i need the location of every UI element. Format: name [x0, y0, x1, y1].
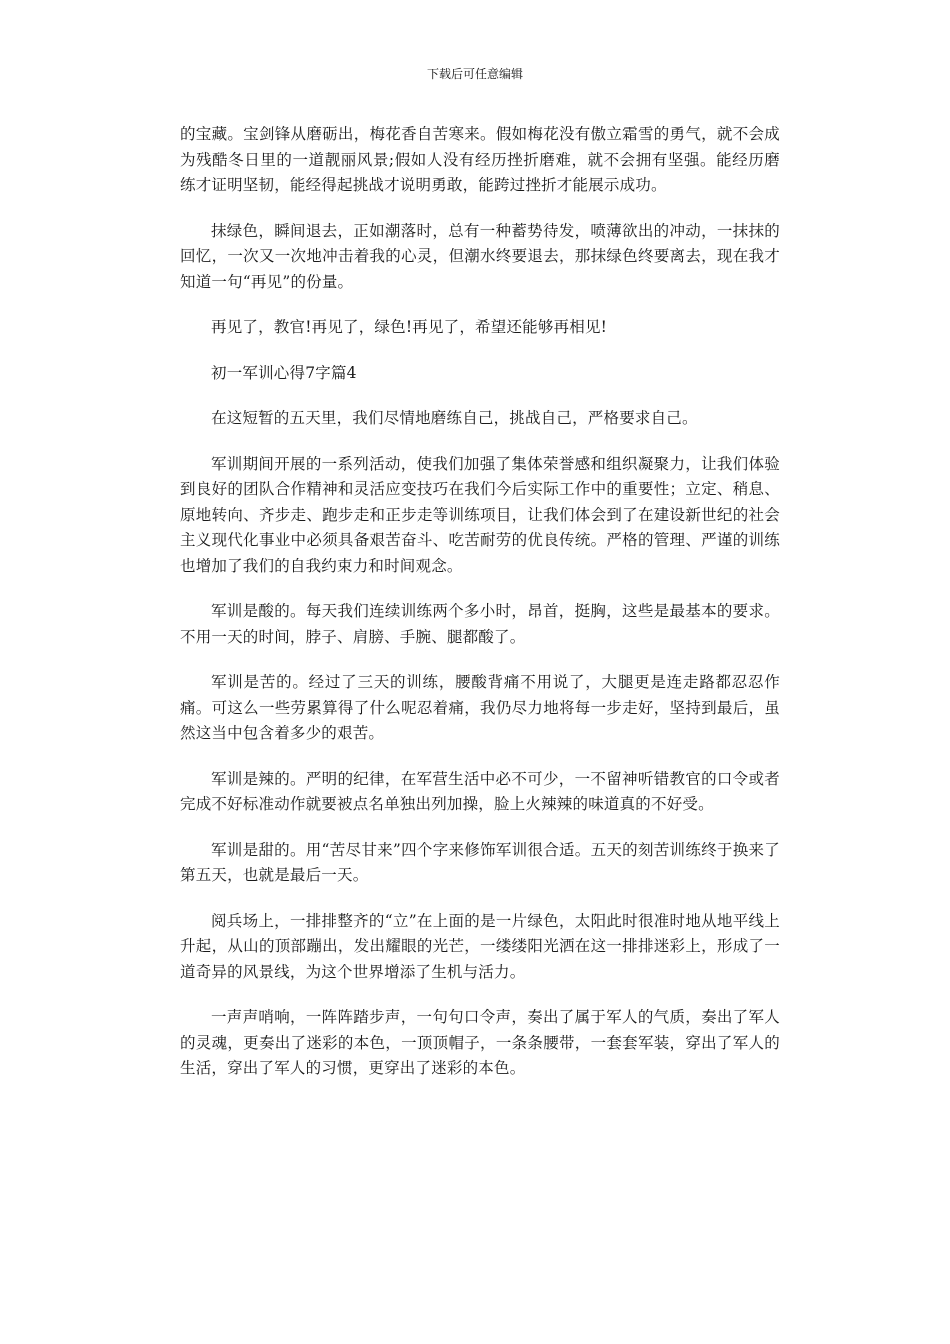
paragraph-10: 军训是甜的。用“苦尽甘来”四个字来修饰军训很合适。五天的刻苦训练终于换来了第五天，也就是最后一天。: [180, 840, 780, 884]
paragraph-7: 军训是酸的。每天我们连续训练两个多小时，昂首，挺胸，这些是最基本的要求。不用一天的时间，脖子、肩膀、手腕、腿都酸了。: [180, 602, 780, 646]
paragraph-12: 一声声哨响，一阵阵踏步声，一句句口令声，奏出了属于军人的气质，奏出了军人的灵魂，更奏出了迷彩的本色，一顶顶帽子，一条条腰带，一套套军装，穿出了军人的生活，穿出了军人的习惯，更穿出了迷彩的本色。: [180, 1008, 780, 1077]
paragraph-6: 军训期间开展的一系列活动，使我们加强了集体荣誉感和组织凝聚力，让我们体验到良好的团队合作精神和灵活应变技巧在我们今后实际工作中的重要性；立定、稍息、原地转向、齐步走、跑步走和正步走等训练项目，让我们体会到了在建设新世纪的社会主义现代化事业中必须具备艰苦奋斗、吃苦耐劳的优良传统。严格的管理、严谨的训练也增加了我们的自我约束力和时间观念。: [180, 454, 780, 575]
paragraph-3: 再见了，教官!再见了，绿色!再见了，希望还能够再相见!: [211, 318, 608, 336]
paragraph-2: 抹绿色，瞬间退去，正如潮落时，总有一种蓄势待发，喷薄欲出的冲动，一抹抹的回忆，一次又一次地冲击着我的心灵，但潮水终要退去，那抹绿色终要离去，现在我才知道一句“再见”的份量。: [180, 221, 780, 291]
paragraph-8: 军训是苦的。经过了三天的训练，腰酸背痛不用说了，大腿更是连走路都忍忍作痛。可这么一些劳累算得了什么呢忍着痛，我仍尽力地将每一步走好，坚持到最后，虽然这当中包含着多少的艰苦。: [180, 673, 780, 742]
page-header: 下载后可任意编辑: [426, 67, 523, 81]
paragraph-1: 的宝藏。宝剑锋从磨砺出，梅花香自苦寒来。假如梅花没有傲立霜雪的勇气，就不会成为残酷冬日里的一道靓丽风景;假如人没有经历挫折磨难，就不会拥有坚强。能经历磨练才证明坚韧，能经得起挑战才说明勇敢，能跨过挫折才能展示成功。: [180, 125, 780, 194]
section-heading: 初一军训心得7字篇4: [211, 363, 357, 382]
paragraph-9: 军训是辣的。严明的纪律，在军营生活中必不可少，一不留神听错教官的口令或者完成不好标准动作就要被点名单独出列加操，脸上火辣辣的味道真的不好受。: [180, 769, 780, 813]
paragraph-11: 阅兵场上，一排排整齐的“立”在上面的是一片绿色，太阳此时很准时地从地平线上升起，从山的顶部蹦出，发出耀眼的光芒，一缕缕阳光洒在这一排排迷彩上，形成了一道奇异的风景线，为这个世界增添了生机与活力。: [180, 911, 780, 981]
document-body: [180, 122, 780, 1102]
paragraph-5: 在这短暂的五天里，我们尽情地磨练自己，挑战自己，严格要求自己。: [211, 409, 698, 427]
